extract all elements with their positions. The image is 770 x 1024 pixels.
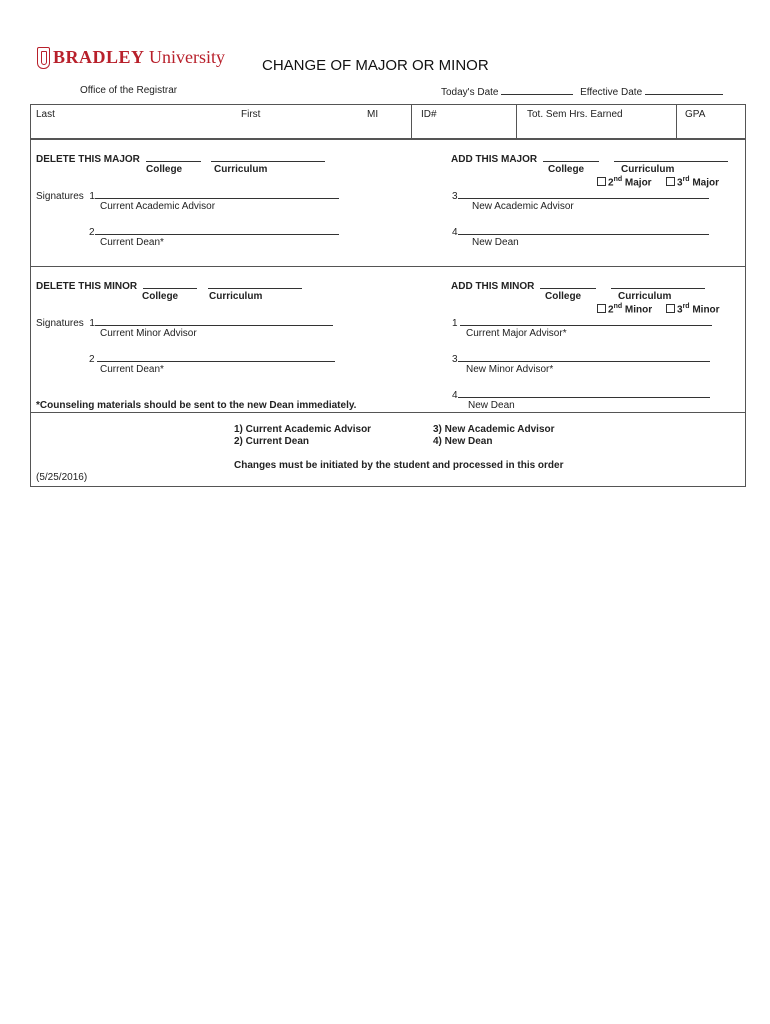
sig-new-dean: New Dean [472, 237, 519, 248]
delete-minor-college-label: College [142, 291, 179, 302]
logo-sub: University [149, 47, 226, 67]
add-minor-college-label: College [545, 291, 582, 302]
checkbox-icon [666, 177, 675, 186]
order-instruction: Changes must be initiated by the student and processed in this order [234, 460, 564, 471]
add-minor-curriculum-label: Curriculum [618, 291, 672, 302]
add-major-field[interactable] [451, 152, 728, 165]
last-name-field[interactable]: Last [36, 109, 55, 120]
todays-date-field[interactable] [441, 85, 723, 98]
gpa-field[interactable]: GPA [685, 109, 706, 120]
sig-minor-new-dean: New Dean [468, 400, 515, 411]
delete-minor-curriculum-label: Curriculum [209, 291, 263, 302]
delete-major-curriculum-label: Curriculum [214, 164, 268, 175]
second-minor-checkbox[interactable]: 2nd Minor [597, 303, 652, 315]
delete-major-college-label: College [146, 164, 183, 175]
id-field[interactable]: ID# [421, 109, 437, 120]
sig-current-academic-advisor: Current Academic Advisor [100, 201, 216, 212]
minor-signature-4[interactable]: 3 [452, 352, 710, 365]
sig-new-academic-advisor: New Academic Advisor [472, 201, 574, 212]
todays-date-label: Today's Date [441, 87, 499, 98]
bradley-shield-icon [37, 47, 50, 69]
bradley-logo [53, 47, 225, 68]
order-4: 4) New Dean [433, 436, 493, 447]
add-minor-label: ADD THIS MINOR [451, 281, 535, 292]
office-label: Office of the Registrar [80, 85, 178, 96]
logo-main: BRADLEY [53, 47, 145, 67]
major-signature-2[interactable]: 2 [89, 225, 339, 238]
major-signature-4[interactable]: 4 [452, 225, 709, 238]
sig-minor-current-dean: Current Dean* [100, 364, 164, 375]
checkbox-icon [666, 304, 675, 313]
form-version: (5/25/2016) [36, 472, 88, 483]
add-major-label: ADD THIS MAJOR [451, 154, 538, 165]
add-major-college-label: College [548, 164, 585, 175]
minor-signature-1[interactable]: Signatures 1 [36, 316, 333, 329]
order-3: 3) New Academic Advisor [433, 424, 555, 435]
major-signature-1[interactable]: Signatures 1 [36, 189, 339, 202]
third-minor-checkbox[interactable]: 3rd Minor [666, 303, 720, 315]
order-1: 1) Current Academic Advisor [234, 424, 372, 435]
checkbox-icon [597, 177, 606, 186]
hours-field[interactable]: Tot. Sem Hrs. Earned [527, 109, 623, 120]
counseling-note: *Counseling materials should be sent to the new Dean immediately. [36, 400, 357, 411]
minor-signature-2[interactable]: 2 [89, 352, 335, 365]
add-major-curriculum-label: Curriculum [621, 164, 675, 175]
major-signature-3[interactable]: 3 [452, 189, 709, 202]
sig-new-minor-advisor: New Minor Advisor* [466, 364, 554, 375]
order-2: 2) Current Dean [234, 436, 310, 447]
mi-field[interactable]: MI [367, 109, 379, 120]
first-name-field[interactable]: First [241, 109, 261, 120]
delete-major-label: DELETE THIS MAJOR [36, 154, 140, 165]
delete-minor-label: DELETE THIS MINOR [36, 281, 138, 292]
form-title: CHANGE OF MAJOR OR MINOR [262, 57, 489, 74]
checkbox-icon [597, 304, 606, 313]
sig-current-minor-advisor: Current Minor Advisor [100, 328, 197, 339]
effective-date-label: Effective Date [580, 87, 643, 98]
student-info-row [30, 104, 746, 139]
third-major-checkbox[interactable]: 3rd Major [666, 176, 719, 188]
minor-signature-5[interactable]: 4 [452, 388, 710, 401]
sig-current-major-advisor: Current Major Advisor* [466, 328, 567, 339]
sig-current-dean: Current Dean* [100, 237, 164, 248]
minor-signature-3[interactable]: 1 [452, 316, 712, 329]
second-major-checkbox[interactable]: 2nd Major [597, 176, 652, 188]
